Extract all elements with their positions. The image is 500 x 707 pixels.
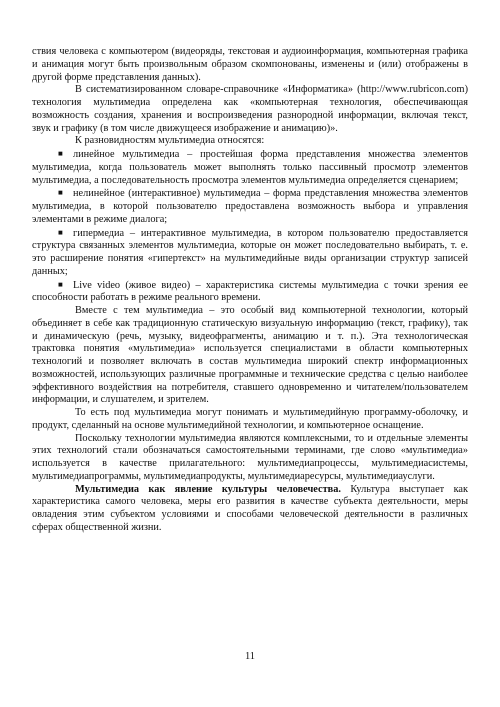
paragraph-varieties-intro: К разновидностям мультимедиа относятся: bbox=[75, 135, 265, 147]
list-item-text: гипермедиа – интерактивное мультимедиа, в котором пользователю предоставляется структура связанных элементов мультимедиа, которые он может последовательно выбирать, т. е. это расширение понятия «гипертекст» на мультимедийные виды организации структур записей данных; bbox=[32, 227, 468, 277]
list-item-text: нелинейное (интерактивное) мультимедиа – форма представления множества элементов мультимедиа, в которой пользователю предоставлена возможность выбора и управления элементами в режиме диалога; bbox=[32, 188, 468, 225]
list-item-text: линейное мультимедиа – простейшая форма представления множества элементов мультимедиа, когда пользователь может выполнять только пассивный просмотр элементов мультимедиа, а последовательность просмотра элементов мультимедиа определяется сценарием; bbox=[32, 149, 468, 186]
paragraph-terms: Поскольку технологии мультимедиа являются комплексными, то и отдельные элементы этих технологий стали обозначаться самостоятельными терминами, где слово «мультимедиа» используется в качестве прилагательного: мультимедиапроцессы, мультимедиасистемы, мультимедиапрограммы, мультимедиапродукты, мультимедиаресурсы, мультимедиауслуги. bbox=[32, 432, 468, 482]
paragraph-technology: Вместе с тем мультимедиа – это особый вид компьютерной технологии, который объединяет в себе как традиционную статическую визуальную информацию (текст, графику), так и динамическую (речь, музыку, видеофрагменты, анимацию и т. п.). Эта технологическая трактовка понятия «мультимедиа» используется специалистами в области компьютерных технологий и позволяет включать в состав мультимедиа широкий спектр информационных возможностей, использующих различные программные и технические средства с целью наиболее эффективного воздействия на потребителя, ставшего одновременно и читателем/пользователем информации, и слушателем, и зрителем. bbox=[32, 305, 468, 406]
bullet-icon: ■ bbox=[58, 188, 63, 198]
bullet-icon: ■ bbox=[58, 279, 63, 289]
page-body bbox=[32, 46, 468, 535]
list-item bbox=[32, 227, 468, 279]
list-item-text: Live video (живое видео) – характеристика системы мультимедиа с точки зрения ее способности работать в режиме реального времени. bbox=[32, 279, 468, 304]
list-item bbox=[32, 279, 468, 306]
paragraph-dictionary-definition: В систематизированном словаре-справочнике «Информатика» (http://www.rubricon.com) технология мультимедиа определена как «компьютерная технология, обеспечивающая возможность создания, хранения и воспроизведения разнородной информации, включая текст, звук и графику (в том числе движущееся изображение и анимацию)». bbox=[32, 84, 468, 134]
paragraph-culture bbox=[32, 484, 468, 535]
bullet-icon: ■ bbox=[58, 227, 63, 237]
section-heading-inline: Мультимедиа как явление культуры человечества. bbox=[75, 483, 341, 495]
paragraph-program-shell: То есть под мультимедиа могут понимать и мультимедийную программу-оболочку, и продукт, сделанный на основе мультимедийной технологии, и компьютерное оснащение. bbox=[32, 407, 468, 431]
list-item bbox=[32, 187, 468, 226]
page-number: 11 bbox=[244, 651, 256, 662]
paragraph-culture-text: Культура выступает как характеристика самого человека, меры его развития в качестве субъекта деятельности, меры овладения этим субъектом условиями и способами человеческой деятельности в различных сферах общественной жизни. bbox=[32, 483, 468, 533]
bullet-icon: ■ bbox=[58, 149, 63, 158]
paragraph-continuation: ствия человека с компьютером (видеоряды, текстовая и аудиоинформация, компьютерная графика и анимация могут быть произвольным образом скомпонованы, изменены и (или) отображены в другой форме представления данных). bbox=[32, 46, 468, 83]
list-item bbox=[32, 148, 468, 187]
